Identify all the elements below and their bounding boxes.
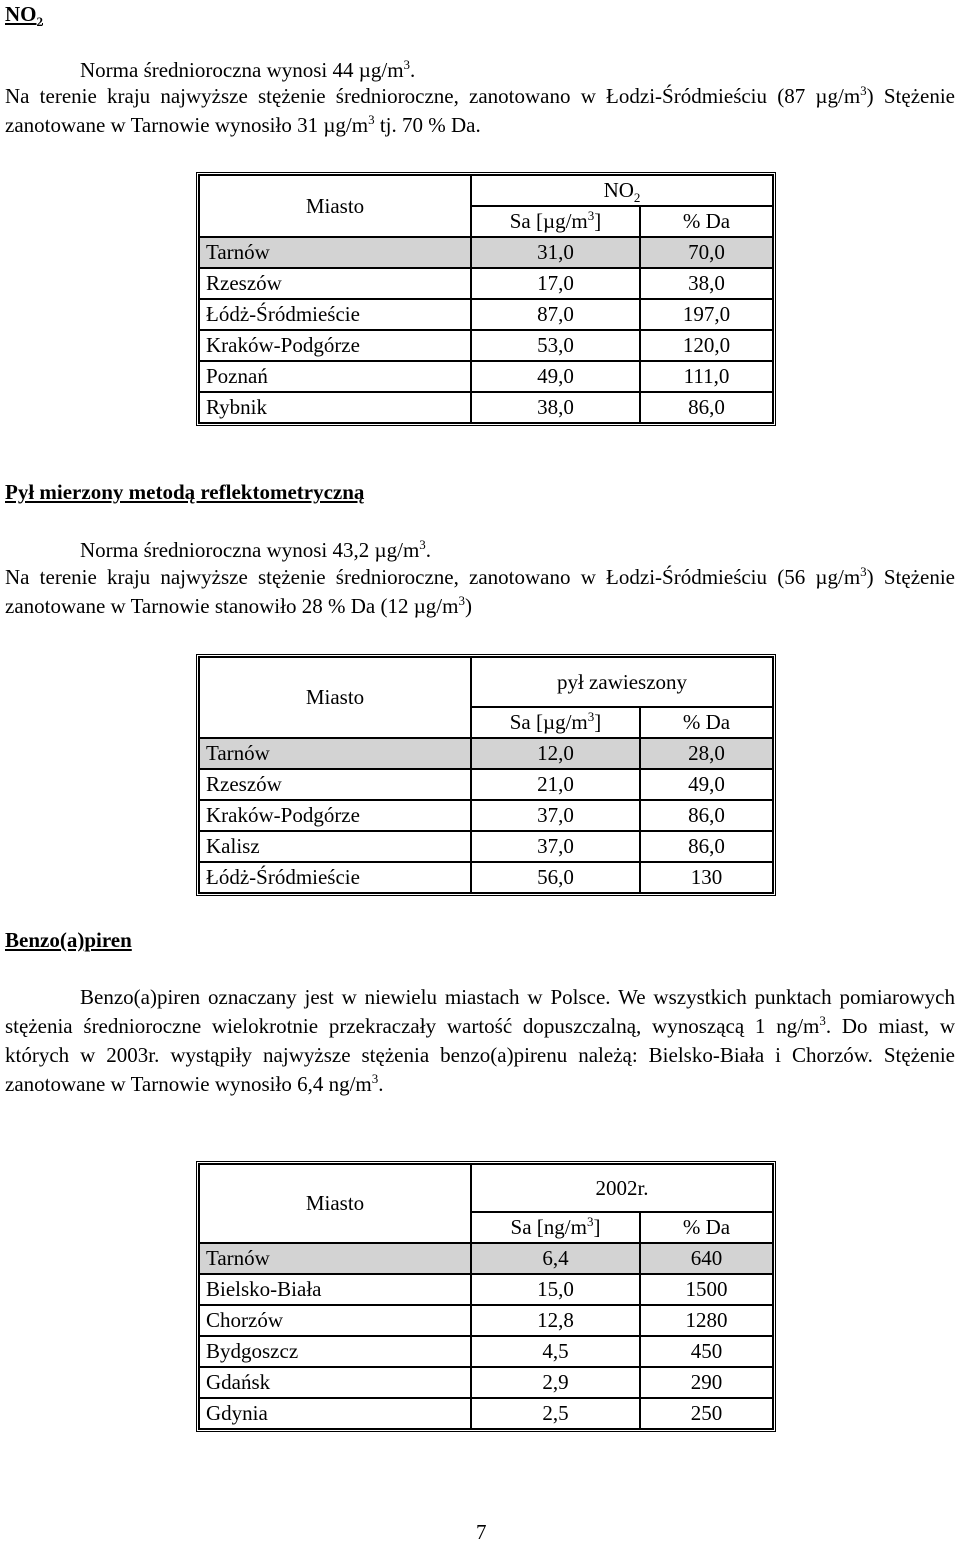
cell-sa: 6,4	[471, 1243, 640, 1274]
cell-da: 70,0	[640, 237, 773, 268]
table-row	[199, 361, 773, 392]
cell-da: 86,0	[640, 392, 773, 423]
cell-sa: 12,8	[471, 1305, 640, 1336]
table-header-sa: Sa $[\mu g/m^3]$	[471, 707, 640, 738]
no2-paragraph: Na terenie kraju najwyższe stężenie średnioroczne, zanotowano w Łodzi-Śródmieściu (87 $\mu g/m^3$) Stężenie zanotowane w Tarnowie wynosiło 31 $\mu g/m^3$ tj. 70 % Da.	[5, 83, 955, 137]
table-header-city: Miasto	[199, 1164, 471, 1243]
cell-city: Kraków-Podgórze	[199, 800, 471, 831]
cell-sa: 56,0	[471, 862, 640, 893]
table-row	[199, 831, 773, 862]
section-heading-no2: $NO_2$	[5, 2, 43, 30]
table-header-group: pył zawieszony	[471, 657, 773, 707]
table-header-city: Miasto	[199, 175, 471, 237]
table-header-sa: Sa $[\mu g/m^3]$	[471, 206, 640, 237]
cell-da: 197,0	[640, 299, 773, 330]
cell-city: Rybnik	[199, 392, 471, 423]
cell-da: 38,0	[640, 268, 773, 299]
cell-sa: 49,0	[471, 361, 640, 392]
cell-da: 86,0	[640, 800, 773, 831]
cell-sa: 21,0	[471, 769, 640, 800]
cell-sa: 2,5	[471, 1398, 640, 1429]
table-header-da: % Da	[640, 206, 773, 237]
cell-da: 250	[640, 1398, 773, 1429]
cell-sa: 53,0	[471, 330, 640, 361]
section-heading-pyl: Pył mierzony metodą reflektometryczną	[5, 480, 365, 504]
table-row	[199, 268, 773, 299]
table-row	[199, 1336, 773, 1367]
table-row	[199, 1305, 773, 1336]
cell-city: Rzeszów	[199, 268, 471, 299]
table-row	[199, 330, 773, 361]
cell-da: 1500	[640, 1274, 773, 1305]
table-header-group: $NO_2$	[471, 175, 773, 206]
table-row	[199, 738, 773, 769]
section-heading-benzo: Benzo(a)piren	[5, 928, 132, 952]
cell-sa: 87,0	[471, 299, 640, 330]
table-header-city: Miasto	[199, 657, 471, 738]
table-header-group: 2002r.	[471, 1164, 773, 1212]
no2-norm-text: Norma średnioroczna wynosi 44 $\mu g/m^3$.	[80, 57, 416, 82]
table-row	[199, 392, 773, 423]
pyl-table	[196, 654, 776, 896]
pyl-paragraph: Na terenie kraju najwyższe stężenie średnioroczne, zanotowano w Łodzi-Śródmieściu (56 $\mu g/m^3$) Stężenie zanotowane w Tarnowie stanowiło 28 % Da (12 $\mu g/m^3$)	[5, 564, 955, 618]
cell-sa: 38,0	[471, 392, 640, 423]
cell-da: 450	[640, 1336, 773, 1367]
table-row	[199, 769, 773, 800]
table-row	[199, 1367, 773, 1398]
cell-sa: 17,0	[471, 268, 640, 299]
benzo-paragraph: Benzo(a)piren oznaczany jest w niewielu miastach w Polsce. We wszystkich punktach pomiarowych stężenia średnioroczne wielokrotnie przekraczały wartość dopuszczalną, wynoszącą 1 $ng/m^3$. Do miast, w których w 2003r. wystąpiły najwyższe stężenia benzo(a)pirenu należą: Bielsko-Biała i Chorzów. Stężenie zanotowane w Tarnowie wynosiło 6,4 $ng/m^3$.	[5, 985, 955, 1096]
cell-sa: 37,0	[471, 800, 640, 831]
cell-sa: 15,0	[471, 1274, 640, 1305]
cell-city: Tarnów	[199, 738, 471, 769]
cell-city: Chorzów	[199, 1305, 471, 1336]
cell-sa: 2,9	[471, 1367, 640, 1398]
cell-city: Poznań	[199, 361, 471, 392]
cell-city: Tarnów	[199, 237, 471, 268]
cell-sa: 12,0	[471, 738, 640, 769]
table-header-da: % Da	[640, 1212, 773, 1243]
cell-sa: 37,0	[471, 831, 640, 862]
cell-da: 28,0	[640, 738, 773, 769]
cell-city: Rzeszów	[199, 769, 471, 800]
table-row	[199, 299, 773, 330]
cell-da: 1280	[640, 1305, 773, 1336]
cell-city: Kraków-Podgórze	[199, 330, 471, 361]
table-header-da: % Da	[640, 707, 773, 738]
table-row	[199, 800, 773, 831]
cell-da: 290	[640, 1367, 773, 1398]
cell-sa: 4,5	[471, 1336, 640, 1367]
cell-da: 111,0	[640, 361, 773, 392]
table-row	[199, 862, 773, 893]
cell-da: 49,0	[640, 769, 773, 800]
table-row	[199, 1274, 773, 1305]
table-row	[199, 237, 773, 268]
benzo-table	[196, 1161, 776, 1432]
cell-city: Gdańsk	[199, 1367, 471, 1398]
cell-sa: 31,0	[471, 237, 640, 268]
cell-city: Tarnów	[199, 1243, 471, 1274]
cell-da: 120,0	[640, 330, 773, 361]
cell-da: 640	[640, 1243, 773, 1274]
table-row	[199, 1243, 773, 1274]
cell-city: Bielsko-Biała	[199, 1274, 471, 1305]
no2-table	[196, 172, 776, 426]
cell-da: 86,0	[640, 831, 773, 862]
pyl-norm-text: Norma średnioroczna wynosi 43,2 $\mu g/m^3$.	[80, 537, 432, 562]
table-row	[199, 1398, 773, 1429]
cell-city: Gdynia	[199, 1398, 471, 1429]
table-header-sa: Sa $[ng/m^3]$	[471, 1212, 640, 1243]
cell-city: Bydgoszcz	[199, 1336, 471, 1367]
cell-da: 130	[640, 862, 773, 893]
cell-city: Kalisz	[199, 831, 471, 862]
page-number: 7	[476, 1520, 487, 1544]
cell-city: Łódż-Śródmieście	[199, 299, 471, 330]
cell-city: Łódż-Śródmieście	[199, 862, 471, 893]
